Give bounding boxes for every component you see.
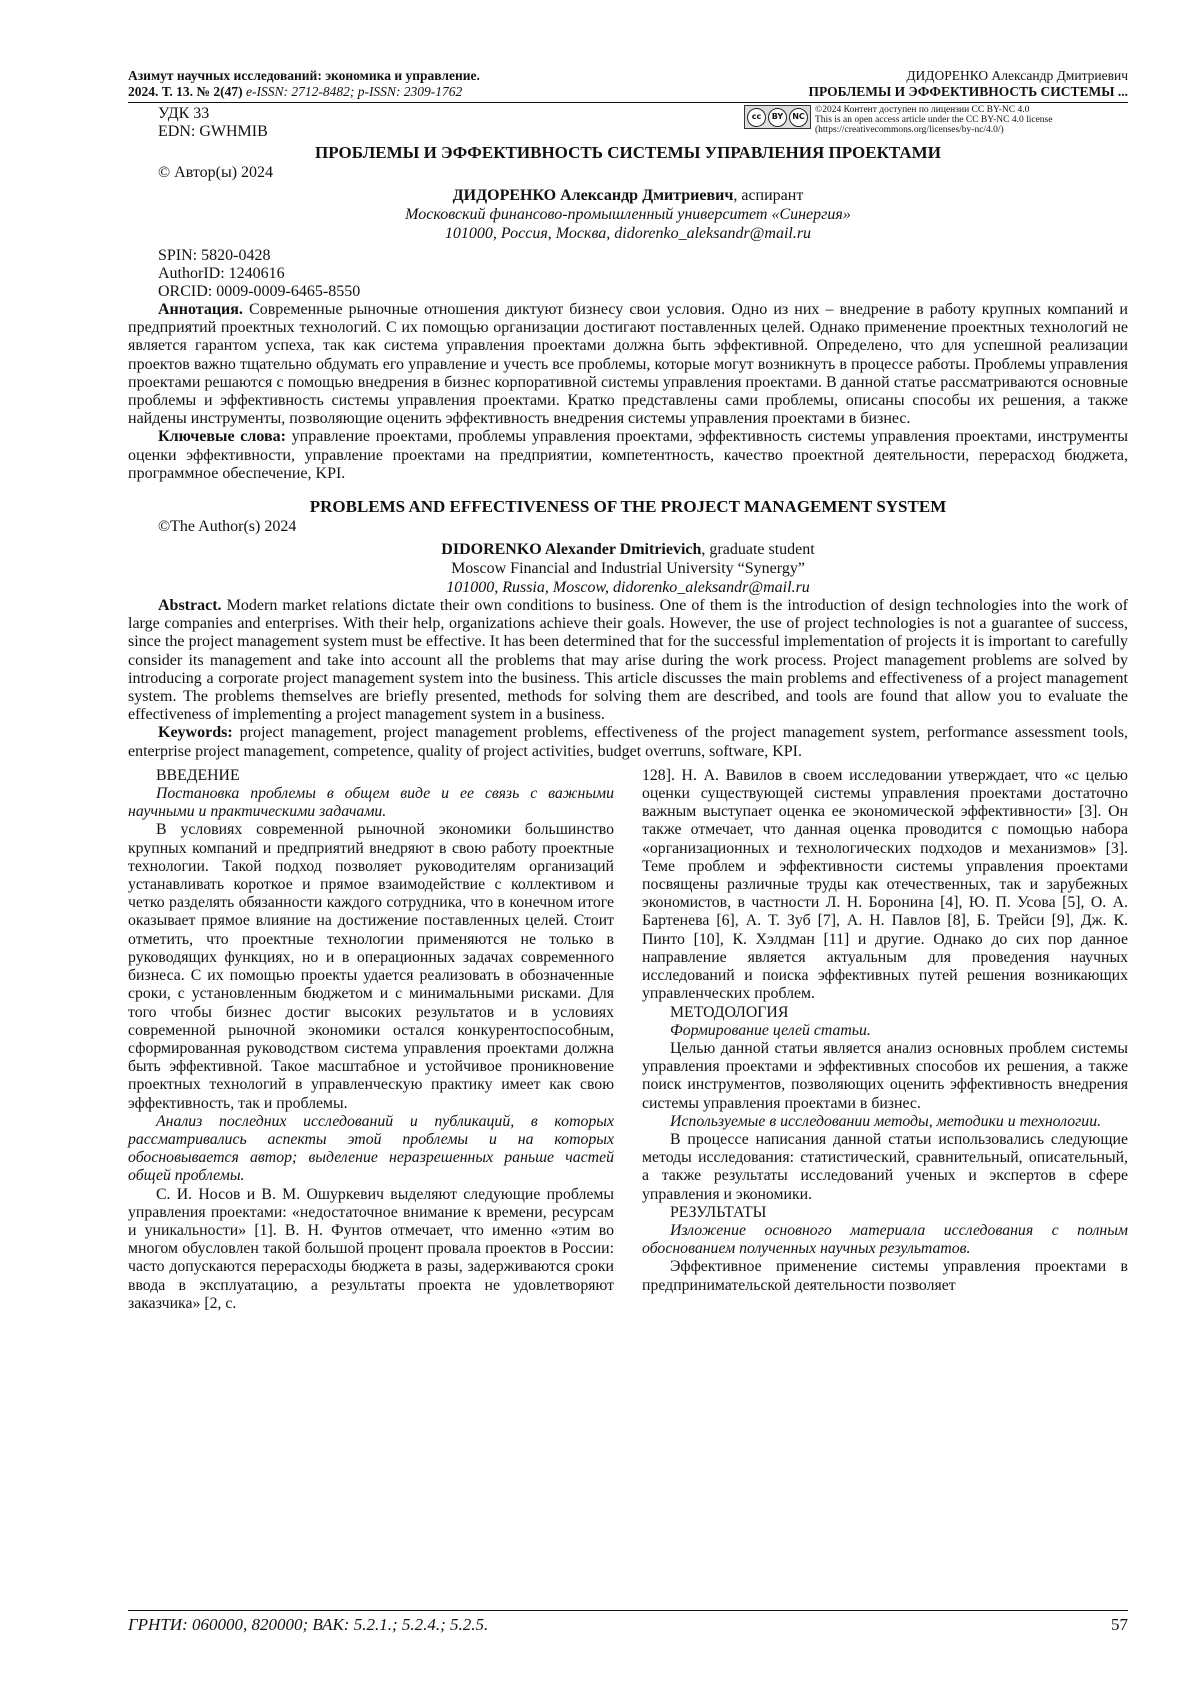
- running-title: ПРОБЛЕМЫ И ЭФФЕКТИВНОСТЬ СИСТЕМЫ ...: [808, 84, 1128, 99]
- methods-paragraph: В процессе написания данной статьи использовались следующие методы исследования: статистический, сравнительный, описательный, а также результаты исследований ученых и экспертов в сфере управления и экономики.: [642, 1130, 1128, 1203]
- intro-heading: ВВЕДЕНИЕ: [156, 766, 240, 784]
- results-subheading: Изложение основного материала исследования с полным обоснованием полученных научных результатов.: [642, 1221, 1128, 1258]
- article-title-en: PROBLEMS AND EFFECTIVENESS OF THE PROJECT MANAGEMENT SYSTEM: [309, 497, 947, 517]
- author-ru: [128, 186, 1128, 205]
- running-header: [128, 68, 1128, 100]
- udk-block: [128, 105, 268, 141]
- cc-icon: cc: [747, 108, 766, 127]
- journal-info: [128, 68, 480, 100]
- author-en: [128, 540, 1128, 559]
- keywords-label-en: Keywords:: [158, 724, 233, 742]
- methodology-paragraph: Целью данной статьи является анализ основных проблем системы управления проектами и эффективных способов их решения, а также поиск инструментов, позволяющих оценить эффективность внедрения системы управления проектами в бизнес.: [642, 1039, 1128, 1112]
- running-author: ДИДОРЕНКО Александр Дмитриевич: [906, 68, 1128, 83]
- license-text: [815, 105, 1052, 135]
- methods-subheading: Используемые в исследовании методы, методики и технологии.: [670, 1112, 1102, 1130]
- abstract-en: [128, 597, 1128, 724]
- abstract-text-en: Modern market relations dictate their own conditions to business. One of them is the introduction of design technologies into the work of large companies and enterprises. With their help, organizations achieve their goals. However, the use of project technologies is not a guarantee of success, since the project management system must be effective. It has been determined that for the successful implementation of projects it is important to carefully consider its management and take into account all the problems that may arise during the work process. Project management problems are solved by introducing a corporate project management system into the business. This article discusses the main problems and effectiveness of a project management system. The problems themselves are briefly presented, methods for solving them are described, and tools are found that allow you to evaluate the effectiveness of implementing a project management system in a business.: [128, 597, 1128, 724]
- running-author-title: [808, 68, 1128, 100]
- author-id: AuthorID: 1240616: [158, 265, 285, 282]
- author-role-en: , graduate student: [701, 541, 815, 559]
- author-role-ru: , аспирант: [733, 187, 804, 204]
- journal-issn: e-ISSN: 2712-8482; p-ISSN: 2309-1762: [245, 84, 463, 99]
- nc-icon: NC: [789, 108, 808, 127]
- intro-paragraph: В условиях современной рыночной экономики большинство крупных компаний и предприятий внедряют в свою работу проектные технологии. Такой подход позволяет руководителям организаций устанавливать короткое и прямое взаимодействие с коллективом и четко разделять обязанности каждого сотрудника, что в конечном итоге оказывает прямое влияние на достижение поставленных целей. Стоит отметить, что проектные технологии применяются не только в руководящих функциях, но и в операционных задачах современного бизнеса. С их помощью проекты удается реализовать в обозначенные сроки, с установленным бюджетом и с минимальными рисками. Для того чтобы бизнес достиг высоких результатов и в условиях современной рыночной экономики остался конкурентоспособным, сформированная руководством система управления проектами должна быть эффективной. Такое масштабное и устойчивое проникновение проектных технологий в управленческую практику имеет как свою эффективность, так и проблемы.: [128, 821, 614, 1112]
- license-line-1: ©2024 Контент доступен по лицензии CC BY-NC 4.0: [815, 105, 1030, 115]
- classification-codes: ГРНТИ: 060000, 820000; ВАК: 5.2.1.; 5.2.4.; 5.2.5.: [128, 1615, 489, 1634]
- affiliation-en: Moscow Financial and Industrial University “Synergy”: [451, 560, 805, 578]
- license-line-2: This is an open access article under the CC BY-NC 4.0 license: [815, 115, 1053, 125]
- license-block: [744, 105, 1124, 141]
- author-ids: [128, 247, 1128, 301]
- meta-row: [128, 105, 1128, 141]
- edn: EDN: GWHMIB: [158, 123, 268, 140]
- license-link[interactable]: (https://creativecommons.org/licenses/by-nc/4.0/): [815, 125, 1004, 135]
- abstract-label-en: Abstract.: [158, 597, 222, 615]
- by-icon: BY: [768, 108, 787, 127]
- methodology-heading: МЕТОДОЛОГИЯ: [670, 1003, 789, 1021]
- cc-license-badge[interactable]: [744, 105, 811, 129]
- literature-paragraph: С. И. Носов и В. М. Ошуркевич выделяют следующие проблемы управления проектами: «недостаточное внимание к времени, ресурсам и уникальности» [1]. В. Н. Фунтов отмечает, что именно «этим во многом обусловлен такой большой процент провала проектов в России: часто допускаются перерасходы бюджета в разы, задерживаются сроки ввода в эксплуатацию, а результаты проекта не удовлетворяют заказчика» [2, с.: [128, 1185, 614, 1312]
- journal-issue: [128, 84, 480, 100]
- intro-subheading: Постановка проблемы в общем виде и ее связь с важными научными и практическими задачами.: [128, 785, 614, 821]
- copyright-en: ©The Author(s) 2024: [158, 518, 297, 536]
- spin: SPIN: 5820-0428: [158, 247, 271, 264]
- page-footer: [128, 1610, 1128, 1635]
- left-column: [128, 767, 614, 1313]
- journal-title: Азимут научных исследований: экономика и управление.: [128, 68, 480, 83]
- right-column: [642, 767, 1128, 1313]
- orcid: ORCID: 0009-0009-6465-8550: [158, 283, 361, 300]
- udk: УДК 33: [158, 105, 210, 122]
- results-paragraph: Эффективное применение системы управления проектами в предпринимательской деятельности позволяет: [642, 1258, 1128, 1294]
- keywords-ru: [128, 428, 1128, 483]
- header-divider: [128, 102, 1128, 103]
- keywords-label-ru: Ключевые слова:: [158, 428, 286, 446]
- affiliation-ru: Московский финансово-промышленный университет «Синергия»: [405, 206, 851, 223]
- author-name-ru: ДИДОРЕНКО Александр Дмитриевич: [452, 187, 734, 204]
- body-columns: [128, 767, 1128, 1313]
- abstract-label-ru: Аннотация.: [158, 301, 243, 318]
- abstract-ru: [128, 301, 1128, 428]
- copyright-ru: © Автор(ы) 2024: [158, 164, 274, 181]
- keywords-text-en: project management, project management problems, effectiveness of the project management system, performance assessment tools, enterprise project management, competence, quality of project activities, budget overruns, software, KPI.: [128, 724, 1128, 760]
- journal-volume: 2024. Т. 13. № 2(47): [128, 84, 243, 99]
- address-ru: 101000, Россия, Москва, didorenko_aleksandr@mail.ru: [444, 225, 812, 242]
- author-name-en: DIDORENKO Alexander Dmitrievich: [441, 541, 702, 559]
- article-page: [128, 68, 1128, 1648]
- article-title-ru: ПРОБЛЕМЫ И ЭФФЕКТИВНОСТЬ СИСТЕМЫ УПРАВЛЕНИЯ ПРОЕКТАМИ: [315, 143, 941, 162]
- keywords-text-ru: управление проектами, проблемы управления проектами, эффективность системы управления проектами, инструменты оценки эффективности, управление проектами на предприятии, компетентность, качество проектной деятельности, перерасход бюджета, программное обеспечение, KPI.: [128, 428, 1129, 482]
- methodology-subheading: Формирование целей статьи.: [670, 1021, 871, 1039]
- abstract-text-ru: Современные рыночные отношения диктуют бизнесу свои условия. Одно из них – внедрение в работу крупных компаний и предприятий проектных технологий. С их помощью организации достигают поставленных целей. Однако применение проектных технологий не является гарантом успеха, так как система управления проектами должна быть эффективной. Определено, что для успешной реализации проектов важно тщательно обдумать его управление и учесть все проблемы, которые могут возникнуть в процессе работы. Проблемы управления проектами решаются с помощью внедрения в бизнес корпоративной системы управления проектами. В данной статье рассматриваются основные проблемы и эффективность системы управления проектами. Кратко представлены сами проблемы, описаны способы их решения, а также найдены инструменты, позволяющие оценить эффективность внедрения системы управления проектами в бизнес.: [128, 301, 1128, 428]
- literature-subheading: Анализ последних исследований и публикаций, в которых рассматривались аспекты этой проблемы и на которых обосновывается автор; выделение неразрешенных раньше частей общей проблемы.: [128, 1112, 614, 1185]
- literature-paragraph-continued: 128]. Н. А. Вавилов в своем исследовании утверждает, что «с целью оценки существующей системы управления проектами достаточно важным выступает оценка ее экономической эффективности» [3]. Он также отмечает, что данная оценка проводится с помощью набора «организационных и технологических подходов и механизмов» [3]. Теме проблем и эффективности системы управления проектами посвящены различные труды как отечественных, так и зарубежных экономистов, в частности Л. Н. Боронина [4], Ю. П. Усова [5], О. А. Бартенева [6], А. Т. Зуб [7], А. Н. Павлов [8], Б. Трейси [9], Дж. К. Пинто [10], К. Хэлдман [11] и другие. Однако до сих пор данное направление является актуальным для проведения научных исследований и поиска эффективных путей решения возникающих управленческих проблем.: [642, 766, 1128, 1003]
- results-heading: РЕЗУЛЬТАТЫ: [670, 1203, 767, 1221]
- keywords-en: [128, 724, 1128, 760]
- page-number: 57: [1111, 1615, 1128, 1634]
- address-en: 101000, Russia, Moscow, didorenko_aleksandr@mail.ru: [446, 579, 810, 597]
